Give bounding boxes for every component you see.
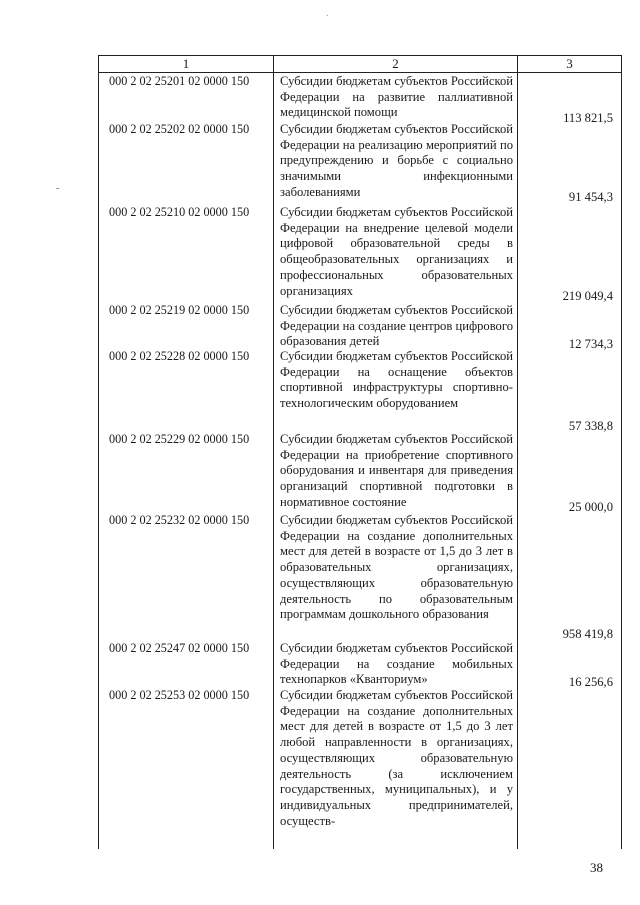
table-row-amount: 16 256,6 (568, 675, 613, 689)
page-number: 38 (590, 860, 603, 875)
table-row-code: 000 2 02 25228 02 0000 150 (109, 349, 250, 363)
table-row-code: 000 2 02 25229 02 0000 150 (109, 432, 250, 446)
table-row-amount: 12 734,3 (568, 337, 613, 351)
table-row-description: Субсидии бюджетам субъектов Российской Федерации на развитие паллиативной медицинской помощи (280, 74, 513, 120)
column-divider (517, 56, 518, 849)
scan-mark: - (56, 183, 60, 194)
header-divider (99, 72, 621, 73)
table-row-description: Субсидии бюджетам субъектов Российской Федерации на создание дополнительных мест для детей в возрасте от 1,5 до 3 лет любой направленности в организациях, осуществляющих образовательную деятельность (за исключением государственных, муниципальных), и у индивидуальных предпринимателей, осуществ- (280, 688, 513, 828)
table-row-description: Субсидии бюджетам субъектов Российской Федерации на создание центров цифрового образования детей (280, 303, 513, 349)
revenue-table (98, 55, 622, 849)
table-row-amount: 958 419,8 (562, 627, 613, 641)
table-row-description: Субсидии бюджетам субъектов Российской Федерации на оснащение объектов спортивной инфраструктуры спортивно-технологическим оборудованием (280, 349, 513, 411)
table-row-code: 000 2 02 25201 02 0000 150 (109, 74, 250, 88)
table-row-description: Субсидии бюджетам субъектов Российской Федерации на внедрение целевой модели цифровой образовательной среды в общеобразовательных организациях и профессиональных образовательных организациях (280, 205, 513, 298)
table-row-code: 000 2 02 25232 02 0000 150 (109, 513, 250, 527)
table-row-description: Субсидии бюджетам субъектов Российской Федерации на создание мобильных технопарков «Кванториум» (280, 641, 513, 687)
table-row-description: Субсидии бюджетам субъектов Российской Федерации на создание дополнительных мест для детей в возрасте от 1,5 до 3 лет в образовательных организациях, осуществляющих образовательную деятельность по образовательным программам дошкольного образования (280, 513, 513, 622)
column-header-amount: 3 (566, 56, 573, 71)
column-header-code: 1 (182, 56, 190, 71)
column-header-description: 2 (392, 56, 399, 71)
table-row-code: 000 2 02 25247 02 0000 150 (109, 641, 250, 655)
table-row-code: 000 2 02 25210 02 0000 150 (109, 205, 250, 219)
table-row-amount: 113 821,5 (563, 111, 613, 125)
table-row-amount: 25 000,0 (568, 500, 613, 514)
table-row-code: 000 2 02 25219 02 0000 150 (109, 303, 250, 317)
table-row-description: Субсидии бюджетам субъектов Российской Федерации на реализацию мероприятий по предупреждению и борьбе с социально значимыми инфекционными заболеваниями (280, 122, 513, 199)
table-row-code: 000 2 02 25202 02 0000 150 (109, 122, 250, 136)
table-row-amount: 219 049,4 (562, 289, 613, 303)
column-divider (273, 56, 274, 849)
table-row-amount: 91 454,3 (568, 190, 613, 204)
table-row-amount: 57 338,8 (568, 419, 613, 433)
table-row-description: Субсидии бюджетам субъектов Российской Федерации на приобретение спортивного оборудования и инвентаря для приведения организаций спортивной подготовки в нормативное состояние (280, 432, 513, 509)
table-row-code: 000 2 02 25253 02 0000 150 (109, 688, 250, 702)
scan-mark: . (326, 8, 329, 19)
